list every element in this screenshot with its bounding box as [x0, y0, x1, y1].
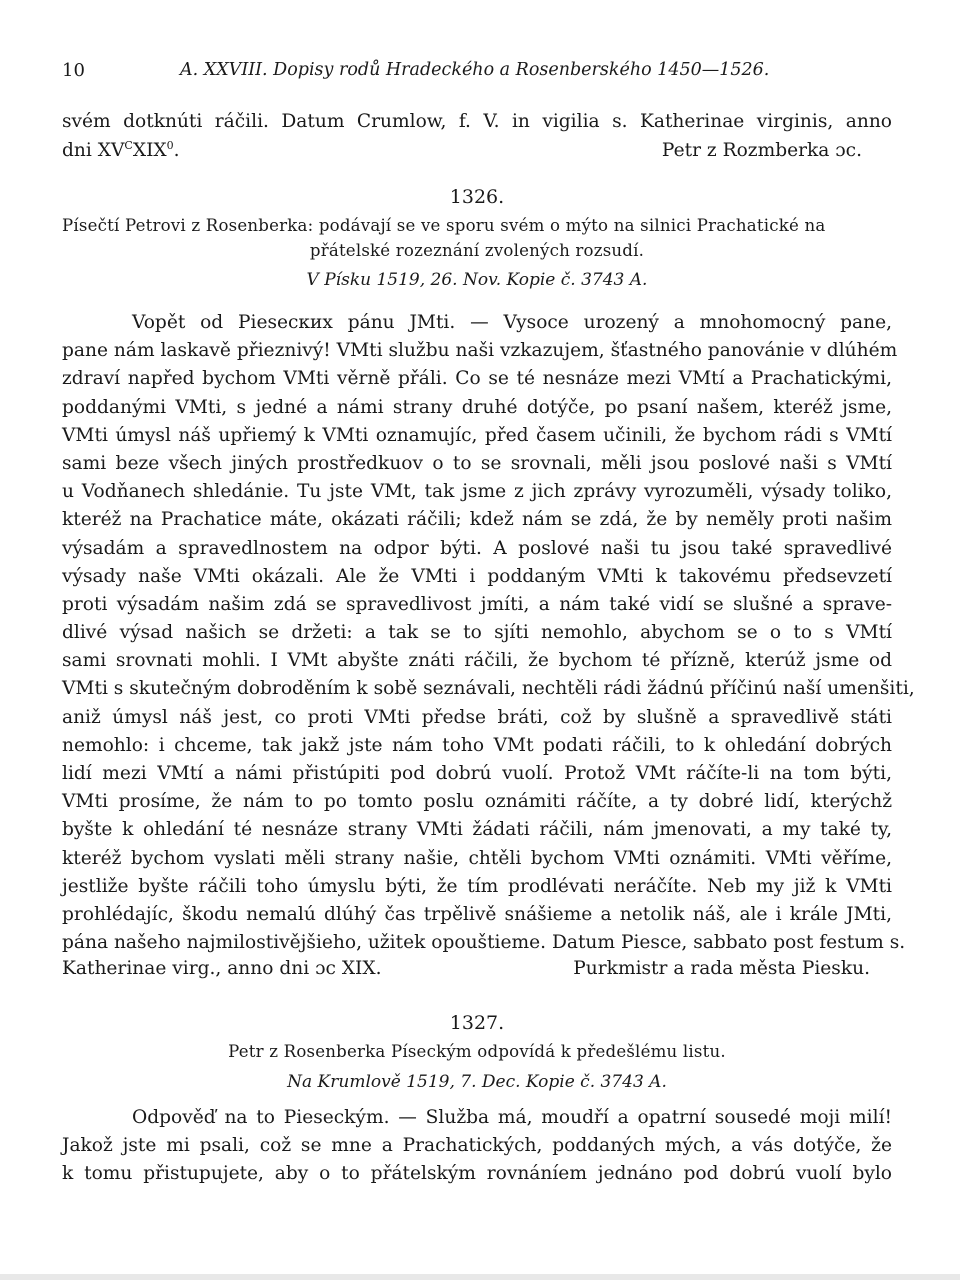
text-line: sami srovnati mohli. I VMt abyšte znáti ráčili, že bychom té přízně, kterúž jsme od: [62, 650, 892, 672]
text-line: pána našeho najmilostivějšieho, užitek opouštieme. Datum Piesce, sabbato post festum s.: [62, 932, 906, 954]
letter-summary-1327: Petr z Rosenberka Píseckým odpovídá k předešlému listu.: [228, 1042, 726, 1061]
running-title: A. XXVIII. Dopisy rodů Hradeckého a Rosenberského 1450—1526.: [180, 60, 770, 80]
text-line: zdraví napřed bychom VMti věrně přáli. Co se té nesnáze mezi VMtí a Prachatickými,: [62, 368, 892, 390]
scan-bottom-edge: [0, 1274, 960, 1280]
text-line: dlivé výsad našich se držeti: a tak se to sjíti nemohlo, abychom se o to s VMtí: [62, 622, 892, 644]
text-line: výsadám a spravedlnostem na odpor býti. A poslové naši tu jsou také spravedlivé: [62, 537, 892, 559]
text-line: aniž úmysl náš jest, co proti VMti předse bráti, což by slušně a spravedlivě státi: [62, 706, 892, 728]
text-line: VMti prosíme, že nám to po tomto poslu oznámiti ráčíte, a ty dobré lidí, kterýchž: [62, 791, 892, 813]
text-line: sami beze všech jiných prostředkuov o to se srovnali, měli jsou poslové naši s VMtí: [62, 452, 892, 474]
previous-letter-date-line: [62, 140, 892, 168]
running-header: [62, 60, 892, 86]
text-line: jestliže byšte ráčili toho úmyslu býti, že tím prodlévati neráčíte. Neb my již k VMti: [62, 875, 892, 897]
text-line: Vopět od Piesecких pánu JMti. — Vysoce urozený a mnohomocný pane,: [132, 312, 892, 333]
previous-letter-ending: [62, 108, 892, 136]
text-line: byšte k ohledání té nesnáze strany VMti žádati ráčili, nám jmenovati, a my také ty,: [62, 819, 892, 841]
text-line: prohlédajíc, škodu nemalú dlúhý čas trpělivě snášieme a netolik náš, ale i krále JMti,: [62, 903, 892, 925]
letter-summary-1326-cont: přátelské rozeznání zvolených rozsudí.: [309, 241, 645, 260]
letter-body-1326: [62, 309, 915, 957]
text-line: proti výsadám našim zdá se spravedlivost jmíti, a nám také vidí se slušné a sprave-: [62, 593, 892, 615]
date-fragment: dni $XV^CXIX^0$.: [62, 138, 180, 161]
text-line: pane nám laskavě přieznivý! VMti službu naši vzkazujem, šťastného panovánie v dlúhém: [62, 340, 898, 362]
text-line: nemohlo: i chceme, tak jakž jste nám toho VMt podati ráčili, to k ohledání dobrých: [62, 734, 892, 756]
text-line: u Vodňanech shledánie. Tu jste VMt, tak jsme z jich zprávy vyrozuměli, výsady toliko,: [62, 481, 892, 503]
text-line: kteréž na Prachatice máte, okázati ráčili; kdež nám se zdá, že by neměly proti našim: [62, 509, 892, 531]
signature: Petr z Rozmberka ɔc.: [661, 140, 862, 161]
letter-source-1326: V Písku 1519, 26. Nov. Kopie č. 3743 A.: [306, 270, 648, 290]
text-line: svém dotknúti ráčili. Datum Crumlow, f. V. in vigilia s. Katherinae virginis, anno: [62, 111, 892, 132]
letter-body-1327: [62, 1104, 892, 1189]
signature: Purkmistr a rada města Piesku.: [573, 958, 870, 979]
text-line: lidí mezi VMtí a námi přistúpiti pod dobrú vuolí. Protož VMt ráčíte-li na tom býti,: [62, 763, 892, 784]
text-line: Odpověď na to Pieseckým. — Služba má, moudří a opatrní sousedé moji milí!: [132, 1107, 892, 1128]
text-line: VMti s skutečným dobroděním k sobě seznávali, nechtěli rádi žádnú příčinú naší umenšiti,: [62, 678, 915, 700]
letter-source-1327: Na Krumlově 1519, 7. Dec. Kopie č. 3743 A.: [287, 1072, 667, 1092]
text-line: VMti úmysl náš upřiemý k VMti oznamujíc, před časem učinili, že bychom rádi s VMtí: [62, 424, 892, 446]
text-line: Jakož jste mi psali, což se mne a Prachatických, poddaných mých, a vás dotýče, že: [62, 1135, 892, 1157]
letter-number-1327: 1327.: [449, 1012, 505, 1034]
letter-closing-1326: [62, 958, 892, 986]
letter-summary-1326: Písečtí Petrovi z Rosenberka: podávají se ve sporu svém o mýto na silnici Prachatické na: [62, 216, 826, 235]
closing-date: Katherinae virg., anno dni ɔc XIX.: [62, 958, 382, 979]
text-line: kteréž bychom vyslati měli strany našie, chtěli bychom VMti oznámiti. VMti věříme,: [62, 847, 892, 869]
page-number: 10: [62, 60, 85, 81]
letter-number-1326: 1326.: [449, 186, 505, 208]
text-line: poddanými VMti, s jedné a námi strany druhé dotýče, po psaní našem, kteréž jsme,: [62, 396, 892, 418]
text-line: k tomu přistupujete, aby o to přátelským rovnáníem jednáno pod dobrú vuolí bylo: [62, 1163, 892, 1185]
text-line: výsady naše VMti okázali. Ale že VMti i poddaným VMti k takovému předsevzetí: [62, 565, 892, 587]
